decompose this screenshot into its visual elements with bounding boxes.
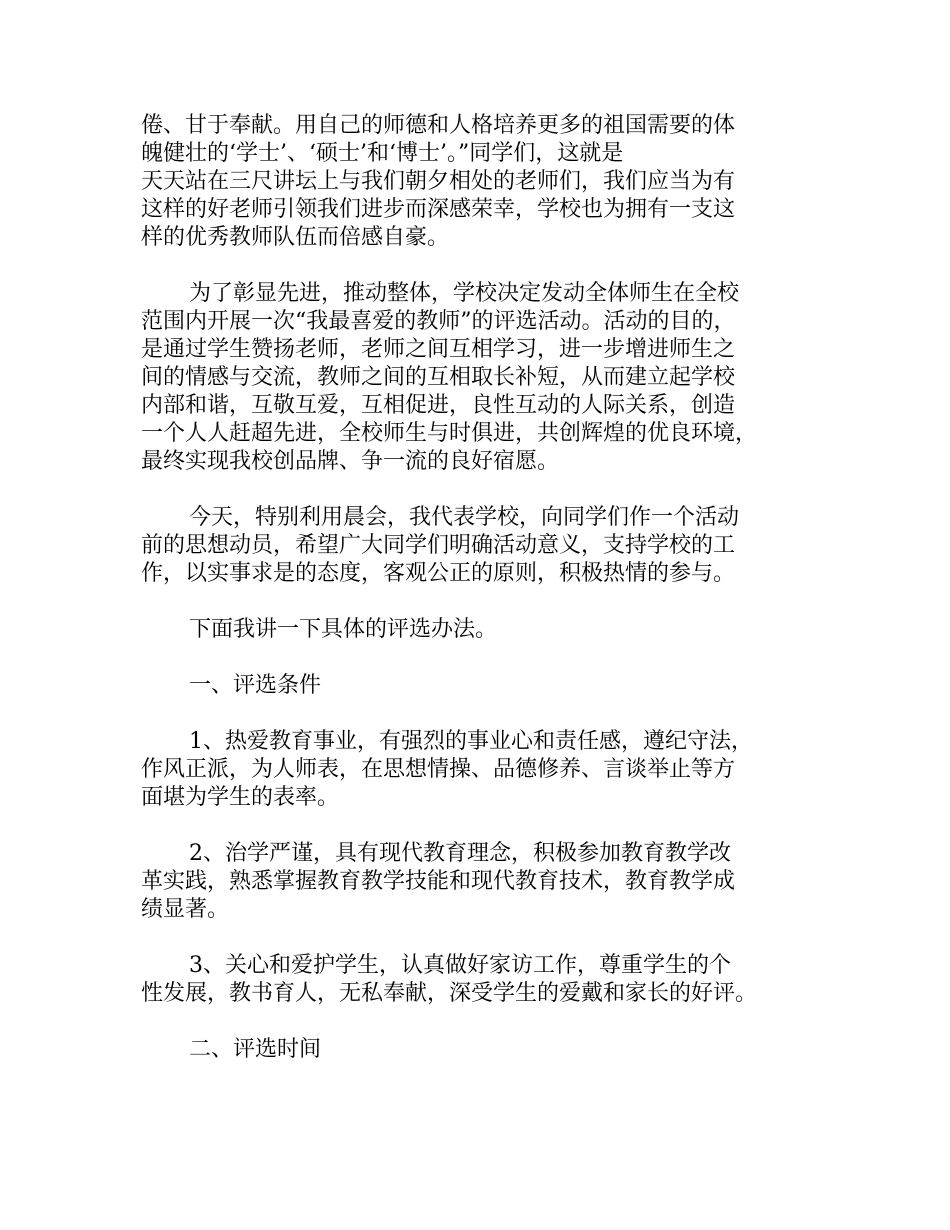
text-line: 绩显著。	[141, 897, 230, 922]
section-heading-time	[141, 1036, 831, 1064]
text-line: 为了彰显先进，推动整体，学校决定发动全体师生在全校	[189, 281, 740, 306]
text-line: 今天，特别利用晨会，我代表学校，向同学们作一个活动	[189, 505, 740, 530]
paragraph-1	[141, 112, 831, 252]
text-line: 作风正派，为人师表，在思想情操、品德修养、言谈举止等方	[141, 757, 736, 782]
text-line: 下面我讲一下具体的评选办法。	[189, 617, 498, 642]
text-line: 1、热爱教育事业，有强烈的事业心和责任感，遵纪守法，	[189, 729, 753, 754]
text-line: 2、治学严谨，具有现代教育理念，积极参加教育教学改	[189, 841, 731, 866]
paragraph-3	[141, 504, 831, 588]
text-line: 范围内开展一次“我最喜爱的教师”的评选活动。活动的目的，	[141, 309, 736, 334]
text-line: 间的情感与交流，教师之间的互相取长补短，从而建立起学校	[141, 365, 736, 390]
text-line: 前的思想动员，希望广大同学们明确活动意义，支持学校的工	[141, 533, 736, 558]
text-line: 样的优秀教师队伍而倍感自豪。	[141, 225, 450, 250]
text-line: 倦、甘于奉献。用自己的师德和人格培养更多的祖国需要的体	[141, 113, 736, 138]
text-line: 天天站在三尺讲坛上与我们朝夕相处的老师们，我们应当为有	[141, 169, 736, 194]
document-body	[141, 112, 831, 1092]
text-line: 二、评选时间	[189, 1037, 322, 1062]
criteria-item-1	[141, 728, 831, 812]
text-line: 这样的好老师引领我们进步而深感荣幸，学校也为拥有一支这	[141, 197, 736, 222]
text-line: 3、关心和爱护学生，认真做好家访工作，尊重学生的个	[189, 953, 731, 978]
text-line: 最终实现我校创品牌、争一流的良好宿愿。	[141, 449, 560, 474]
section-heading-criteria	[141, 672, 831, 700]
paragraph-2	[141, 280, 831, 476]
text-line: 是通过学生赞扬老师，老师之间互相学习，进一步增进师生之	[141, 337, 736, 362]
text-line: 面堪为学生的表率。	[141, 785, 340, 810]
text-line: 内部和谐，互敬互爱，互相促进，良性互动的人际关系，创造	[141, 393, 736, 418]
text-line: 作，以实事求是的态度，客观公正的原则，积极热情的参与。	[141, 561, 736, 586]
text-line: 一、评选条件	[189, 673, 322, 698]
text-line: 魄健壮的‘学士’、‘硕士’和‘博士’。”同学们，这就是	[141, 141, 624, 166]
paragraph-4	[141, 616, 831, 644]
text-line: 一个人人赶超先进，全校师生与时俱进，共创辉煌的优良环境，	[141, 421, 758, 446]
criteria-item-3	[141, 952, 831, 1008]
text-line: 革实践，熟悉掌握教育教学技能和现代教育技术，教育教学成	[141, 869, 736, 894]
criteria-item-2	[141, 840, 831, 924]
text-line: 性发展，教书育人，无私奉献，深受学生的爱戴和家长的好评。	[141, 981, 758, 1006]
